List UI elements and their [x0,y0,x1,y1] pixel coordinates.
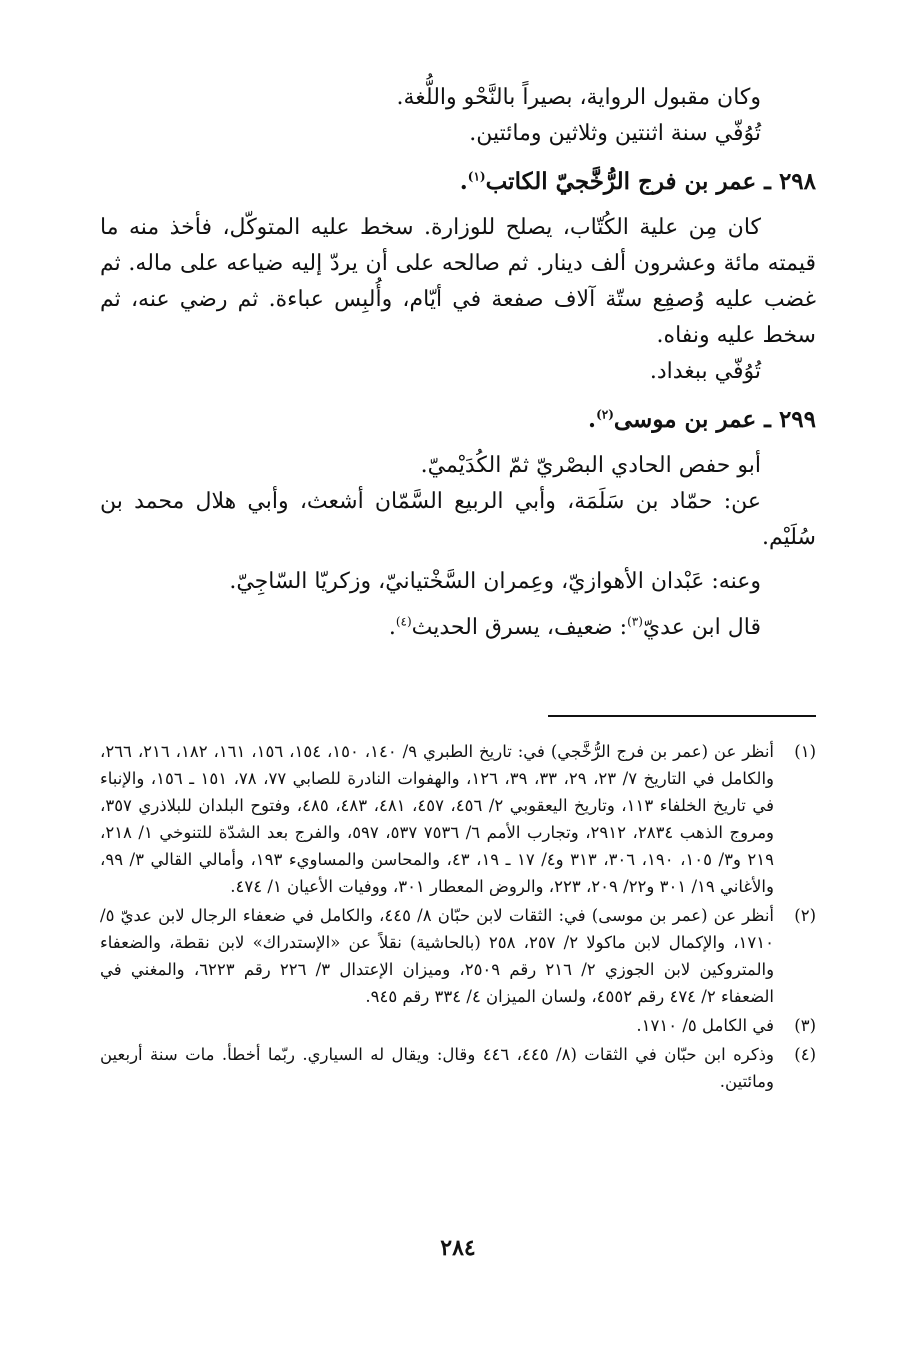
paragraph-3: كان مِن علية الكُتّاب، يصلح للوزارة. سخط عليه المتوكّل، فأخذ منه ما قيمته مائة وعشرون ألف دينار. ثم صالحه على أن يردّ إليه ضياعه على ماله. ثم غضب عليه وُصفِع ستّة آلاف صفعة في أيّام، وأُلبِس عباءة. ثم رضي عنه، ثم سخط عليه ونفاه. [100,215,816,348]
entry-298-title: ٢٩٨ ـ عمر بن فرج الرُّخَّجيّ الكاتب [485,168,816,195]
main-text [100,80,816,646]
footnote-separator [548,715,816,717]
paragraph-2: تُوُفّي سنة اثنتين وثلاثين ومائتين. [469,121,761,146]
page-number: ٢٨٤ [440,1235,476,1261]
footnote-4 [100,1041,816,1095]
footnote-number: (٢) [794,906,816,925]
paragraph-6: عن: حمّاد بن سَلَمَة، وأبي الربيع السَّمّان أشعث، وأبي هلال محمد بن سُلَيْم. [100,489,816,550]
footnote-3 [100,1012,816,1039]
paragraph-8: قال ابن عديّ$^{(٣)}$: ضعيف، يسرق الحديث$^{(٤)}$. [388,614,761,640]
footnote-ref-2[interactable]: (٢) [596,407,614,422]
paragraph-7: وعنه: عَبْدان الأهوازيّ، وعِمران السَّخْتيانيّ، وزكريّا السّاجِيّ. [229,569,761,594]
footnote-1 [100,738,816,900]
footnote-text: أنظر عن (عمر بن فرج الرُّخَّجي) في: تاريخ الطبري ٩/ ١٤٠، ١٥٠، ١٥٤، ١٥٦، ١٦١، ١٨٢، ٢١٦، ٢٦٦، والكامل في التاريخ ٧/ ٢٣، ٢٩، ٣٣، ٣٩، ١٢٦، والهفوات النادرة للصابي ٧٧، ٧٨، ١٥١ ـ ١٥٦، والإنباء في تاريخ الخلفاء ١١٣، وتاريخ اليعقوبي ٢/ ٤٥٦، ٤٥٧، ٤٨١، ٤٨٣، ٤٨٥، وفتوح البلدان للبلاذري ٣٥٧، ومروج الذهب ٢٨٣٤، ٢٩١٢، وتجارب الأمم ٦/ ٧٥٣٦ ٥٣٧، ٥٩٧، والفرج بعد الشدّة للتنوخي ١/ ٢١٨، ٢١٩ و٣/ ١٠٥، ١٩٠، ٣٠٦، ٣١٣ و٤/ ١٧ ـ ١٩، ٤٣، والمحاسن والمساويء ١٩٣، وأمالي القالي ٣/ ٩٩، والأغاني ١٩/ ٣٠١ و٢٢/ ٢٠٩، ٢٢٣، والروض المعطار ٣٠١، ووفيات الأعيان ١/ ٤٧٤. [100,742,775,896]
paragraph-1: وكان مقبول الرواية، بصيراً بالنَّحْو واللُّغة. [396,85,761,110]
paragraph-5: أبو حفص الحادي البصْريّ ثمّ الكُدَيْميّ. [420,453,761,478]
entry-299-title: ٢٩٩ ـ عمر بن موسى [613,406,816,433]
footnotes [100,738,816,1097]
footnote-text: في الكامل ٥/ ١٧١٠. [636,1016,774,1035]
footnote-2 [100,902,816,1010]
footnote-number: (١) [794,742,816,761]
entry-298-heading: ٢٩٨ ـ عمر بن فرج الرُّخَّجيّ الكاتب$^{(١)}$. [459,168,816,195]
paragraph-4: تُوُفّي ببغداد. [649,359,761,384]
footnote-ref-4[interactable]: (٤) [395,614,412,629]
footnote-text: أنظر عن (عمر بن موسى) في: الثقات لابن حبّان ٨/ ٤٤٥، والكامل في ضعفاء الرجال لابن عديّ ٥/ ١٧١٠، والإكمال لابن ماكولا ٢/ ٢٥٧، ٢٥٨ (بالحاشية) نقلاً عن «الإستدراك» لابن نقطة، والضعفاء والمتروكين لابن الجوزي ٢/ ٢١٦ رقم ٢٥٠٩، وميزان الإعتدال ٣/ ٢٢٦ رقم ٦٢٢٣، والمغني في الضعفاء ٢/ ٤٧٤ رقم ٤٥٥٢، ولسان الميزان ٤/ ٣٣٤ رقم ٩٤٥. [100,906,775,1006]
footnote-number: (٤) [794,1045,816,1064]
footnote-ref-1[interactable]: (١) [467,169,486,184]
footnote-text: وذكره ابن حبّان في الثقات (٨/ ٤٤٥، ٤٤٦ وقال: ويقال له السياري. ربّما أخطأ. مات سنة أربعين ومائتين. [100,1045,774,1091]
footnote-number: (٣) [794,1016,816,1035]
entry-299-heading: ٢٩٩ ـ عمر بن موسى$^{(٢)}$. [588,406,816,433]
footnote-ref-3[interactable]: (٣) [627,614,643,629]
